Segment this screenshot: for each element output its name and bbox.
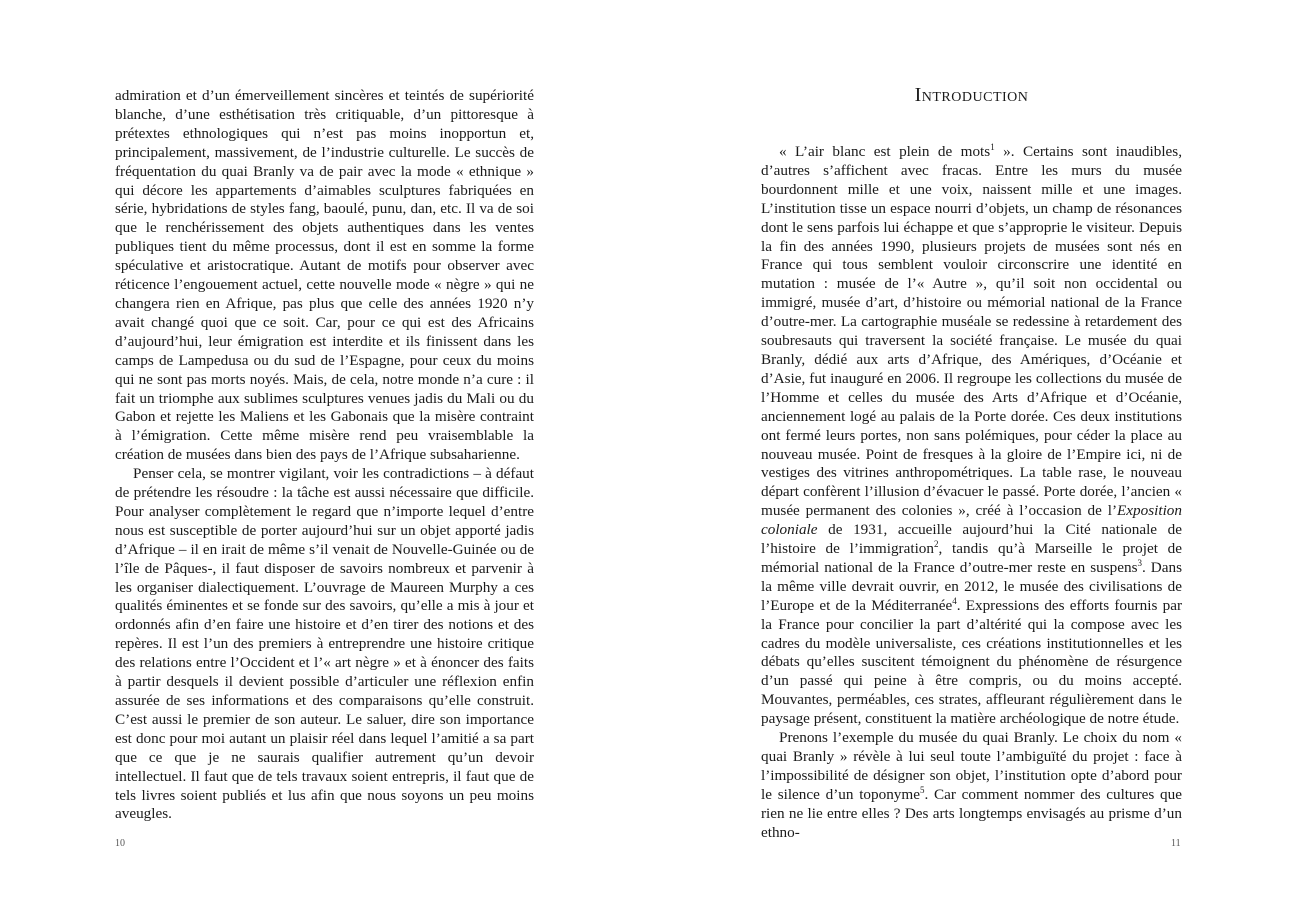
page-number-right: 11 bbox=[1171, 838, 1181, 849]
left-paragraph-1: admiration et d’un émerveillement sincères et teintés de supériorité blanche, d’une esthétisation très critiquable, d’un pittoresque à prétextes ethnologiques qui n’est pas moins inopportun et, principalement, massivement, de l’industrie culturelle. Le succès de fréquentation du quai Branly va de pair avec la mode « ethnique » qui décore les appartements d’aimables sculptures fabriquées en série, hybridations de styles fang, baoulé, punu, dan, etc. Il va de soi que le renchérissement des objets authentiques dans les ventes publiques tient du même processus, dont il est en somme la forme spéculative et aristocratique. Autant de motifs pour observer avec réticence l’engouement actuel, cette nouvelle mode « nègre » qui ne changera rien en Afrique, pas plus que celle des années 1920 n’y avait changé quoi que ce soit. Car, pour ce qui est des Africains d’aujourd’hui, leur émigration est interdite et ils finissent dans les camps de Lampedusa ou du sud de l’Espagne, pour ceux du moins qui ne sont pas morts noyés. Mais, de cela, notre monde n’a cure : il fait un triomphe aux sublimes sculptures venues jadis du Mali ou du Gabon et rejette les Maliens et les Gabonais que la misère contraint à l’émigration. Cette même misère rend peu vraisemblable la création de musées dans bien des pays de l’Afrique subsaharienne. bbox=[115, 87, 534, 464]
footnote-ref-2[interactable]: 2 bbox=[934, 538, 939, 549]
p2-text-b: . Car comment nommer des cultures que rien ne lie entre elles ? Des arts longtemps envisagés au prisme d’un ethno- bbox=[761, 785, 1182, 841]
p1-text-f: . Expressions des efforts fournis par la France pour concilier la part d’altérité qui la compose avec les cadres du modèle universaliste, ces créations institutionnelles et les débats qu’elles suscitent témoignent du phénomène de résurgence d’un passé qui peine à être compris, ou du moins accepté. Mouvantes, perméables, ces strates, affleurant régulièrement dans le paysage présent, constituent la matière archéologique de notre étude. bbox=[761, 596, 1182, 728]
right-paragraph-1 bbox=[761, 143, 1182, 729]
right-page-text bbox=[761, 143, 1182, 843]
p1-italic-title: Exposition coloniale bbox=[761, 502, 1182, 539]
p1-text-b: ». Certains sont inaudibles, d’autres s’affichent avec fracas. Entre les murs du musée bourdonnent mille et une voix, naissent mille et une images. L’institution tisse un espace nourri d’objets, un champ de résonances dont le sens parfois lui échappe et que s’approprie le visiteur. Depuis la fin des années 1990, plusieurs projets de musées sont nés en France qui tous semblent vouloir circonscrire une identité en mutation : musée de l’« Autre », qu’il soit non occidental ou immigré, musée d’art, d’histoire ou mémorial national de la France d’outre-mer. La cartographie muséale se redessine à retardement des soubresauts qui traversent la société française. Le musée du quai Branly, dédié aux arts d’Afrique, des Amériques, d’Océanie et d’Asie, fut inauguré en 2006. Il regroupe les collections du musée de l’Homme et celles du musée des Arts d’Afrique et d’Océanie, anciennement logé au palais de la Porte dorée. Ces deux institutions ont fermé leurs portes, non sans polémiques, pour céder la place au nouveau musée. Point de fresques à la gloire de l’Empire ici, ni de vestiges des vitrines anthropométriques. La table rase, le nouveau départ confèrent l’illusion d’évacuer le passé. Porte dorée, l’ancien « musée permanent des colonies », créé à l’occasion de l’ bbox=[761, 143, 1182, 520]
left-paragraph-2: Penser cela, se montrer vigilant, voir les contradictions – à défaut de prétendre les résoudre : la tâche est aussi nécessaire que difficile. Pour analyser complètement le regard que n’importe lequel d’entre nous est susceptible de porter aujourd’hui sur un objet apporté jadis d’Afrique – il en irait de même s’il venait de Nouvelle-Guinée ou de l’île de Pâques-, il faut disposer de savoirs nombreux et parvenir à les organiser dialectiquement. L’ouvrage de Maureen Murphy a ces qualités éminentes et se fonde sur des savoirs, qu’elle a mis à jour et ordonnés afin d’en faire une histoire et d’en tirer des notions et des repères. Il est l’un des premiers à entreprendre une histoire critique des relations entre l’Occident et l’« art nègre » et à énoncer des faits à partir desquels il devient possible d’articuler une réflexion enfin assurée de ses informations et des comparaisons qu’elle construit. C’est aussi le premier de son auteur. Le saluer, dire son importance est donc pour moi autant un plaisir réel dans lequel l’amitié a sa part que ce que je ne saurais qualifier autrement qu’un devoir intellectuel. Il faut que de tels travaux soient entrepris, il faut que de tels livres soient publiés et lus afin que nous soyons un peu moins aveugles. bbox=[115, 465, 534, 823]
p1-text-d: , tandis qu’à Marseille le projet de mémorial national de la France d’outre-mer reste en suspens bbox=[761, 540, 1183, 576]
p1-text-e: . Dans la même ville devrait ouvrir, en 2012, le musée des civilisations de l’Europe et de la Méditerranée bbox=[761, 558, 1182, 614]
left-page-text bbox=[115, 87, 534, 824]
footnote-ref-1[interactable]: 1 bbox=[990, 141, 995, 152]
footnote-ref-4[interactable]: 4 bbox=[952, 595, 957, 606]
right-paragraph-2 bbox=[761, 729, 1182, 842]
p1-text-c: de 1931, accueille aujourd’hui la Cité nationale de l’histoire de l’immigration bbox=[761, 521, 1182, 558]
footnote-ref-5[interactable]: 5 bbox=[919, 784, 925, 795]
p2-text-a: Prenons l’exemple du musée du quai Branly. Le choix du nom « quai Branly » révèle à lui seul toute l’ambiguïté du projet : face à l’impossibilité de désigner son objet, l’institution opte d’abord pour le silence d’un toponyme bbox=[761, 729, 1182, 803]
chapter-title: Introduction bbox=[914, 84, 1029, 106]
footnote-ref-3[interactable]: 3 bbox=[1137, 557, 1142, 568]
right-page bbox=[647, 0, 1294, 913]
p1-text-a: « L’air blanc est plein de mots bbox=[779, 143, 991, 160]
page-number-left: 10 bbox=[115, 838, 125, 849]
